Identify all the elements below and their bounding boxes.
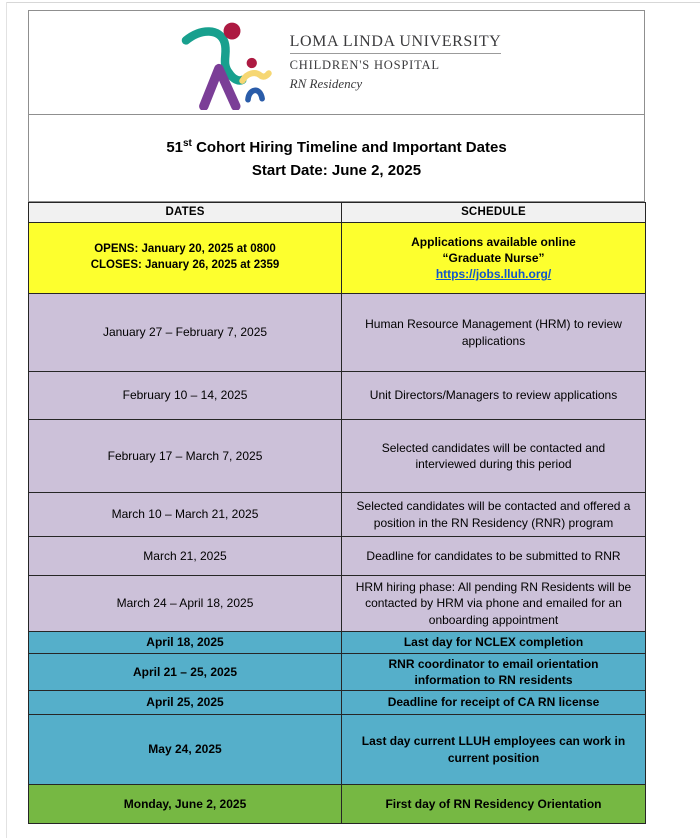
dates-cell: May 24, 2025 — [29, 715, 342, 785]
schedule-text: Last day current LLUH employees can work in current position — [361, 734, 626, 765]
dates-cell: April 25, 2025 — [29, 691, 342, 715]
dates-cell — [29, 223, 342, 294]
schedule-cell — [342, 715, 646, 785]
table-row — [29, 654, 646, 691]
title-rest: Cohort Hiring Timeline and Important Dates — [191, 139, 507, 156]
page-edge-left — [6, 2, 7, 838]
page-edge-top — [6, 2, 700, 3]
schedule-cell: Last day for NCLEX completion — [342, 632, 646, 654]
applications-link[interactable]: https://jobs.lluh.org/ — [435, 267, 552, 282]
table-row — [29, 576, 646, 632]
schedule-cell: First day of RN Residency Orientation — [342, 785, 646, 824]
logo-text-block — [290, 33, 502, 92]
dates-cell: March 10 – March 21, 2025 — [29, 493, 342, 537]
table-row — [29, 493, 646, 537]
title-box — [28, 115, 645, 202]
logo-box — [28, 10, 645, 115]
schedule-cell: Unit Directors/Managers to review applications — [342, 372, 646, 420]
schedule-cell — [342, 223, 646, 294]
timeline-table — [28, 202, 646, 824]
cohort-number: 51 — [166, 139, 183, 156]
schedule-cell — [342, 654, 646, 691]
page-title — [29, 136, 644, 159]
table-row — [29, 537, 646, 576]
logo-hospital-name: CHILDREN'S HOSPITAL — [289, 58, 440, 73]
schedule-cell: Deadline for receipt of CA RN license — [342, 691, 646, 715]
table-row — [29, 715, 646, 785]
adult-and-child-figures-icon — [172, 16, 277, 110]
column-header-schedule: SCHEDULE — [342, 203, 646, 223]
dates-cell: Monday, June 2, 2025 — [29, 785, 342, 824]
schedule-cell: HRM hiring phase: All pending RN Residents will be contacted by HRM via phone and emailed for an onboarding appointment — [342, 576, 646, 632]
table-row — [29, 785, 646, 824]
schedule-text: RNR coordinator to email orientation information to RN residents — [388, 656, 599, 687]
table-row — [29, 294, 646, 372]
table-row — [29, 691, 646, 715]
schedule-line: Applications available online — [411, 234, 576, 249]
schedule-cell — [342, 294, 646, 372]
dates-cell: February 10 – 14, 2025 — [29, 372, 342, 420]
dates-cell: March 24 – April 18, 2025 — [29, 576, 342, 632]
table-row — [29, 223, 646, 294]
schedule-cell: Selected candidates will be contacted and offered a position in the RN Residency (RNR) program — [342, 493, 646, 537]
dates-cell: April 18, 2025 — [29, 632, 342, 654]
dates-cell: April 21 – 25, 2025 — [29, 654, 342, 691]
schedule-cell — [342, 420, 646, 493]
table-row — [29, 632, 646, 654]
opens-date: OPENS: January 20, 2025 at 0800 — [94, 243, 276, 256]
table-row — [29, 420, 646, 493]
column-header-dates: DATES — [29, 203, 342, 223]
logo-divider — [290, 53, 502, 54]
dates-cell: January 27 – February 7, 2025 — [29, 294, 342, 372]
table-row — [29, 372, 646, 420]
schedule-text: Human Resource Management (HRM) to review applications — [365, 317, 622, 348]
dates-cell: February 17 – March 7, 2025 — [29, 420, 342, 493]
schedule-line: “Graduate Nurse” — [442, 250, 545, 265]
table-header-row — [29, 203, 646, 223]
cohort-ordinal-suffix: st — [183, 138, 192, 149]
dates-cell: March 21, 2025 — [29, 537, 342, 576]
logo-university-name: LOMA LINDA UNIVERSITY — [289, 32, 502, 50]
closes-date: CLOSES: January 26, 2025 at 2359 — [90, 259, 280, 271]
schedule-text: Selected candidates will be contacted and interviewed during this period — [381, 440, 606, 471]
start-date-line: Start Date: June 2, 2025 — [251, 162, 422, 180]
schedule-cell: Deadline for candidates to be submitted to RNR — [342, 537, 646, 576]
logo-program-name: RN Residency — [289, 76, 363, 92]
